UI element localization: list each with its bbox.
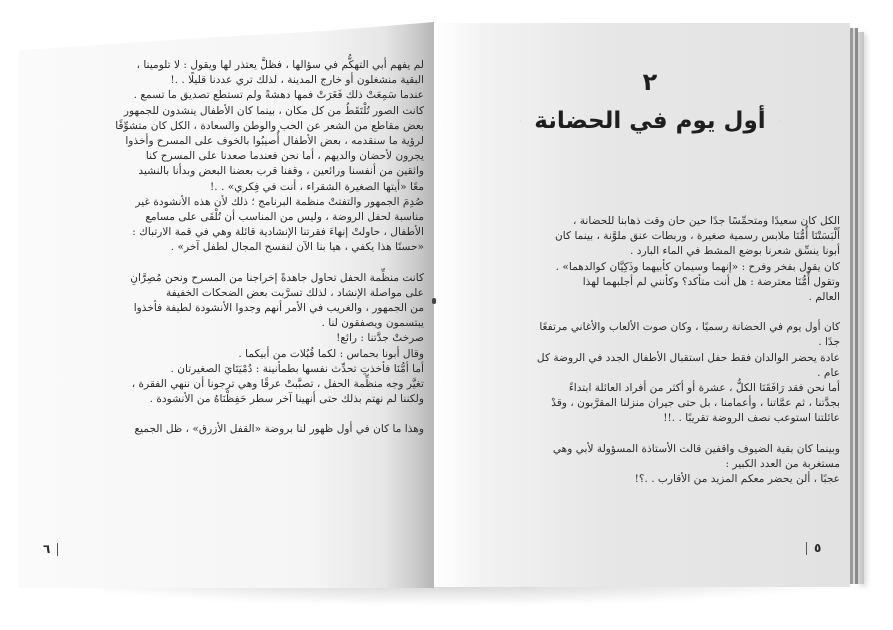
text-line: كان يقول بفخر وفرح : «إنهما وسيمان كأبيهما وذَكِيَّان كوالدهما» . — [555, 260, 840, 273]
text-line: البقية منشغلون أو خارج المدينة ، لذلك تري عددنا قليلًا . .! — [170, 74, 424, 87]
text-line: عام . — [817, 366, 840, 379]
text-line: كان أول يوم في الحضانة رسميًا ، وكان صوت الألعاب والأغاني مرتفعًا — [539, 321, 840, 334]
text-line: جدًا . — [818, 336, 840, 349]
text-line: عادة يحضر الوالدان فقط حفل استقبال الأطفال الجدد في الروضة كل — [536, 351, 840, 364]
text-line: صُدِمَ الجمهور والتفتتْ منظمة البرنامج ؛ ذلك لأن هذه الأنشودة غير — [135, 195, 424, 208]
paragraph — [484, 442, 840, 488]
text-line: لم يفهم أبي التهكُّم في سؤالها ، فظلَّ يعتذر لها ويقول : لا تلومينا ، — [136, 59, 424, 71]
text-line: أما نحن فقد رَافَقَنَا الكلُّ ، عشرة أو أكثر من أفراد العائلة ابتداءً — [568, 382, 840, 395]
paragraph — [48, 271, 424, 408]
text-line: مستغربة من العدد الكبير : — [725, 457, 840, 470]
page-edge — [858, 32, 864, 584]
text-line: ولكننا لم نهتم بذلك حتى أنهينا آخر سطر حَفِظْنَاهُ من الأنشودة . — [149, 393, 424, 406]
text-line: على مواصلة الإنشاد ، لذلك تسرَّبت بعض الضحكات الخفيفة — [165, 286, 424, 299]
text-line: بجدَّتنا ، ثم عمَّاتنا ، وأعمامنا ، بل حتى جيران منزلنا المقرَّبون ، وقدْ — [551, 397, 840, 410]
text-line: بعض مقاطع من الشعر عن الحب والوطن والسعادة ، الكل كان متشوِّقًا — [115, 119, 424, 132]
text-line: عائلتنا استوعب نصف الروضة تقريبًا . .!! — [663, 412, 840, 425]
spine-mark — [432, 298, 436, 304]
text-line: عجبًا ، ألن يحضر معكم المزيد من الأقارب . .؟! — [634, 473, 840, 486]
text-line: معًا «أيتها الصغيرة الشقراء ، أنت في فِكري» . .! — [210, 180, 424, 193]
chapter-heading — [520, 96, 780, 146]
text-line: كانت الصور تُلْتَقَطُ من كل مكان ، بينما كان الأطفال ينشدون للجمهور — [123, 104, 424, 117]
text-line: مناسبة لحفل الروضة ، وليس من المناسب أن تُلْقَى على مسامع — [145, 211, 424, 224]
text-line: الأطفال ، حاولتْ إنهاءَ فقرتنا الإنشادية قائلة وهي في قمة الارتباك : — [132, 226, 424, 239]
paragraph — [484, 320, 840, 426]
right-page-text — [484, 214, 840, 487]
text-line: صرختْ جدَّتنا : رائع! — [336, 332, 424, 345]
text-line: وقال أبونا بحماس : لكما قُبُلات من أبيكما . — [238, 347, 424, 360]
text-line: أما أمُّنَا فأخذتِ تحدِّث نفسها بطمأنينة : دُمْيَتَايَ الصغيرتان . — [170, 362, 424, 375]
text-line: «حسنًا هذا يكفي ، هيا بنا الآن لنفسح المجال لطفل آخر» . — [170, 241, 424, 254]
text-line: العالم . — [808, 291, 840, 304]
text-line: واثقين من أنفسنا ورائعين ، وقفنا قرب بعضنا البعض وبدأنا بالنشيد — [138, 165, 424, 178]
paragraph — [48, 422, 424, 437]
text-line: لرؤية ما سنقدمه ، بعض الأطفال أُصيبُوا بالخوف على المسرح وأخذوا — [125, 135, 424, 148]
text-line: يبتسمون ويصفقون لنا . — [321, 317, 424, 330]
text-line: تغيَّر وجه منظِّمة الحفل ، تصبَّبتْ عرقًا وهي ترجونا أن ننهي الفقرة ، — [131, 378, 424, 391]
page-number-divider — [57, 543, 58, 556]
paragraph — [48, 58, 424, 256]
text-line: أَلْبَسَتْنَا أُمُّنَا ملابس رسمية صغيرة ، وربطات عنق ملوَّنة ، بينما كان — [555, 230, 840, 243]
text-line: من الجمهور ، والغريب في الأمر أنهم وجدوا الأنشودة لطيفة فأخذوا — [133, 302, 424, 315]
left-page-number — [43, 542, 58, 556]
text-line: يجرون لأحضان والديهم ، أما نحن فعندما صعدنا على المسرح كنا — [145, 150, 424, 163]
text-line: وتقول أُمُّنَا معترضة : هل أنت متأكد؟ وكأنني لم أجلبهما لهذا — [582, 275, 840, 288]
paragraph — [484, 214, 840, 305]
page-number-value: ٦ — [43, 542, 51, 556]
chapter-title: أول يوم في الحضانة — [534, 108, 766, 134]
text-line: أبونا ينسِّق شعرنا بوضع المشط في الماء البارد . — [630, 245, 840, 258]
right-page-number — [806, 541, 821, 555]
text-line: كانت منظِّمة الحفل تحاول جاهدةً إخراجنا من المسرح ونحن مُصِرَّانِ — [130, 271, 424, 284]
text-line: وبينما كان بقية الضيوف واقفين قالت الأستاذة المسؤولة لأبي وهي — [552, 442, 840, 455]
left-page-text — [48, 58, 424, 438]
chapter-number: ٢ — [642, 68, 658, 96]
text-line: الكل كان سعيدًا ومتحمِّسًا جدًا حين حان وقت ذهابنا للحضانة ، — [572, 215, 840, 227]
text-line: عندما سَمِعَتْ ذلك فَغَرَتْ فمها دهشةً ولم تستطع تصديق ما تسمع . — [133, 89, 424, 102]
page-number-value: ٥ — [814, 541, 822, 555]
page-number-divider — [806, 542, 807, 555]
text-line: وهذا ما كان في أول ظهور لنا بروضة «القفل الأزرق» ، ظل الجميع — [134, 423, 424, 436]
